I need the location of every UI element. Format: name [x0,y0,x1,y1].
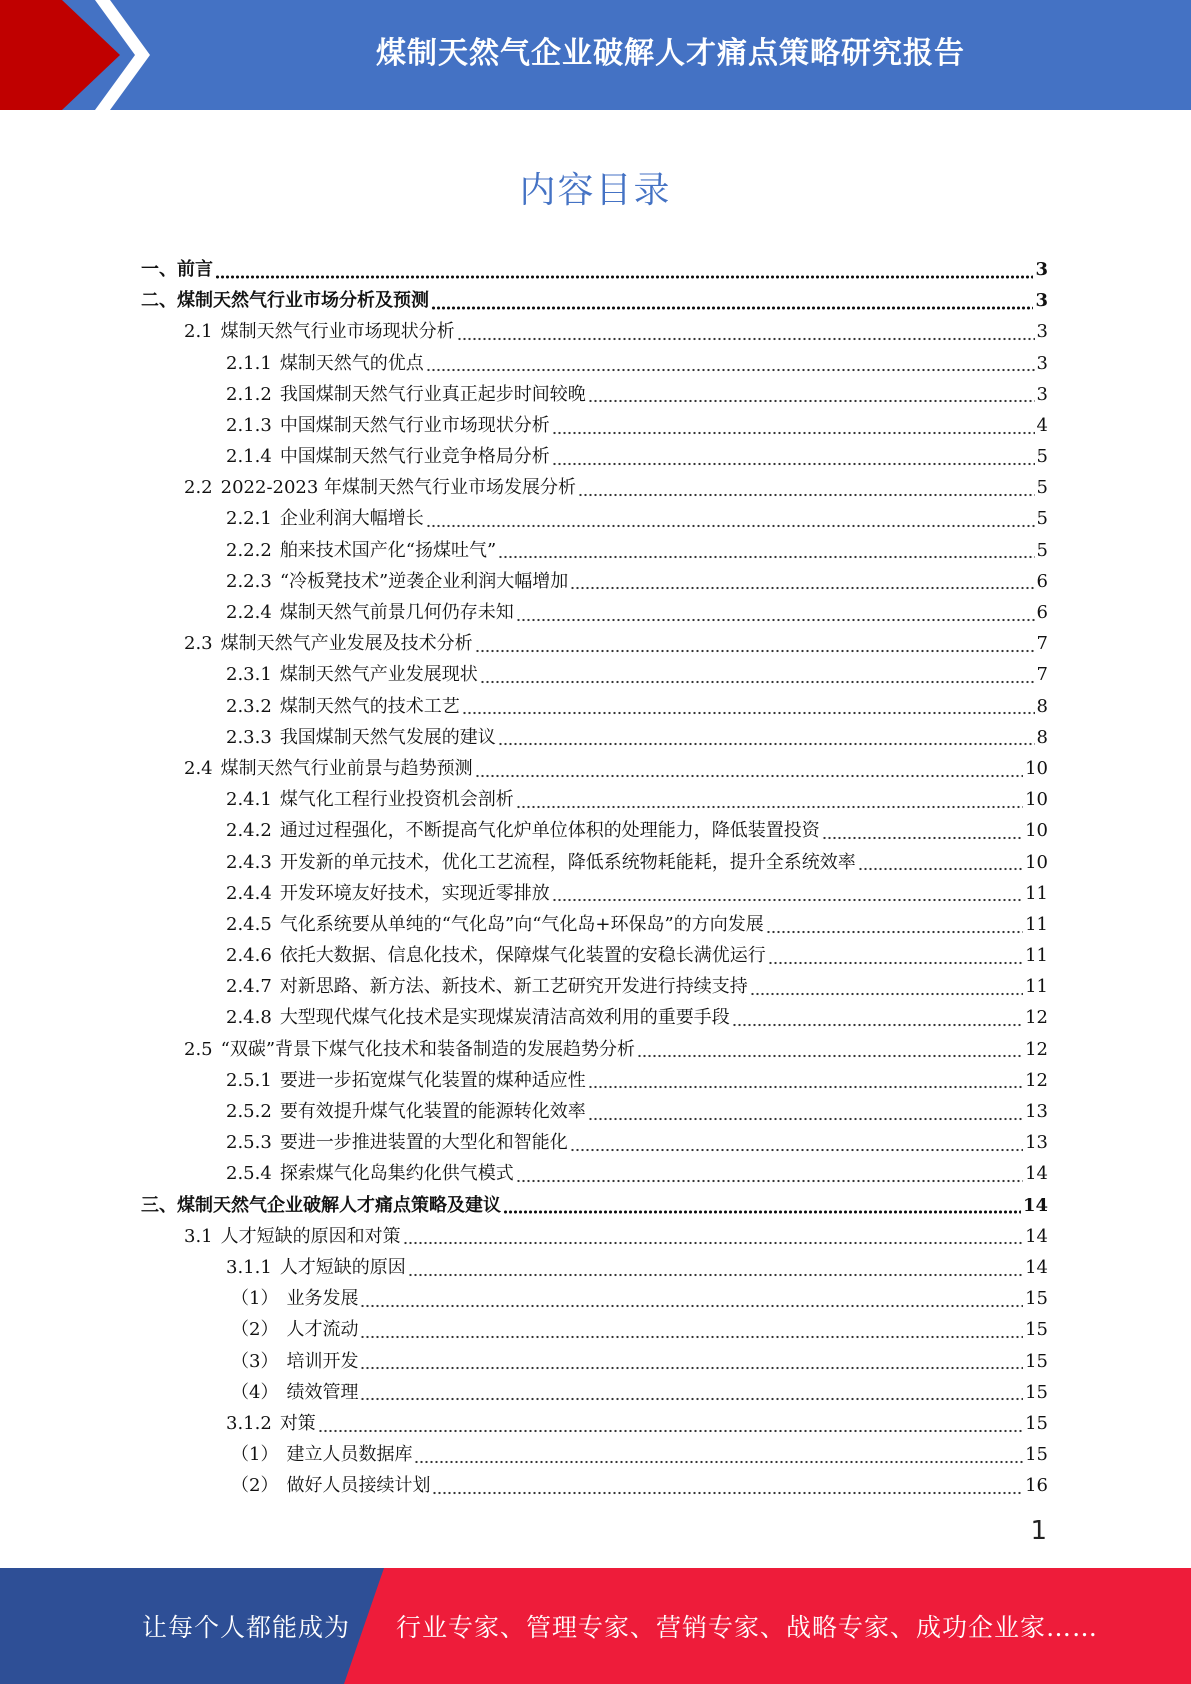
toc-entry-number: 2.2.3 [226,570,272,592]
toc-entry-number: （1） [231,1288,279,1310]
toc-dot-leader [768,960,1023,966]
toc-entry-page: 15 [1025,1350,1048,1372]
toc-entry-number: 3.1.2 [226,1412,272,1434]
toc-entry[interactable] [141,971,1048,1002]
toc-entry-page: 8 [1036,726,1048,748]
toc-dot-leader [475,773,1023,779]
toc-entry-number: 2.2.2 [226,539,272,561]
toc-entry-number: 2.3.3 [226,726,272,748]
toc-entry-title: 探索煤气化岛集约化供气模式 [279,1163,514,1185]
toc-entry-number: 一、 [141,258,177,280]
toc-entry[interactable] [141,472,1048,503]
toc-entry-page: 11 [1025,882,1048,904]
toc-title: 内容目录 [519,170,672,211]
toc-entry[interactable] [141,1408,1048,1439]
toc-entry-number: （2） [231,1319,279,1341]
toc-entry-title: 煤制天然气企业破解人才痛点策略及建议 [177,1194,501,1216]
toc-dot-leader [360,1334,1023,1340]
toc-entry-page: 11 [1025,945,1048,967]
toc-entry[interactable] [141,1034,1048,1065]
toc-dot-leader [498,741,1035,747]
toc-entry[interactable] [141,379,1048,410]
toc-entry[interactable] [141,722,1048,753]
toc-entry-title: 煤制天然气产业发展现状 [279,664,478,686]
toc-entry[interactable] [141,1065,1048,1096]
toc-entry-title: 要有效提升煤气化装置的能源转化效率 [279,1101,586,1123]
toc-entry[interactable] [141,753,1048,784]
toc-dot-leader [750,991,1023,997]
toc-entry-number: 2.4.3 [226,851,272,873]
toc-entry-title: 煤制天然气前景几何仍存未知 [279,602,514,624]
toc-entry-number: 2.4.7 [226,976,272,998]
toc-entry[interactable] [141,784,1048,815]
toc-entry-page: 15 [1025,1319,1048,1341]
toc-entry[interactable] [141,254,1048,285]
toc-entry-page: 3 [1035,258,1048,280]
toc-dot-leader [588,1116,1023,1122]
toc-entry-title: “冷板凳技术”逆袭企业利润大幅增加 [279,570,569,592]
toc-dot-leader [462,710,1035,716]
toc-entry-number: 2.4.2 [226,820,272,842]
toc-entry-page: 7 [1036,633,1048,655]
toc-entry[interactable] [141,815,1048,846]
toc-entry-number: 2.1.3 [226,414,272,436]
toc-entry-title: 企业利润大幅增长 [279,508,424,530]
toc-entry-title: 中国煤制天然气行业市场现状分析 [279,414,550,436]
toc-entry-number: 2.2.1 [226,508,272,530]
toc-entry-title: 培训开发 [286,1350,359,1372]
toc-entry-title: 对新思路、新方法、新技术、新工艺研究开发进行持续支持 [279,976,748,998]
toc-entry[interactable] [141,847,1048,878]
toc-entry[interactable] [141,410,1048,441]
toc-entry[interactable] [141,940,1048,971]
toc-dot-leader [503,1209,1021,1215]
toc-entry[interactable] [141,1283,1048,1314]
toc-dot-leader [414,1459,1023,1465]
toc-entry-number: 2.5 [184,1038,213,1060]
toc-entry[interactable] [141,1003,1048,1034]
toc-entry-page: 5 [1036,477,1048,499]
toc-entry-page: 12 [1025,1069,1048,1091]
toc-dot-leader [426,523,1035,529]
toc-entry-page: 15 [1025,1381,1048,1403]
toc-dot-leader [475,648,1035,654]
toc-dot-leader [822,835,1023,841]
toc-dot-leader [552,461,1035,467]
toc-entry-title: 煤气化工程行业投资机会剖析 [279,789,514,811]
toc-dot-leader [516,1178,1023,1184]
toc-dot-leader [578,492,1034,498]
toc-entry-page: 10 [1025,757,1048,779]
toc-entry-number: 2.4.6 [226,945,272,967]
toc-entry[interactable] [141,691,1048,722]
toc-dot-leader [570,585,1034,591]
toc-dot-leader [766,929,1023,935]
toc-entry-page: 14 [1022,1194,1048,1216]
toc-entry-page: 10 [1025,820,1048,842]
toc-dot-leader [360,1396,1023,1402]
toc-dot-leader [516,804,1023,810]
toc-dot-leader [552,430,1035,436]
toc-entry-number: 2.3.1 [226,664,272,686]
toc-dot-leader [318,1428,1023,1434]
toc-entry-number: 3.1.1 [226,1256,272,1278]
toc-entry-number: （4） [231,1381,279,1403]
toc-entry-page: 12 [1025,1007,1048,1029]
toc-dot-leader [516,617,1035,623]
toc-entry[interactable] [141,1221,1048,1252]
toc-entry-page: 14 [1025,1225,1048,1247]
toc-entry-title: 通过过程强化，不断提高气化炉单位体积的处理能力，降低装置投资 [279,820,820,842]
toc-entry-title: 2022-2023 年煤制天然气行业市场发展分析 [220,477,577,499]
toc-dot-leader [408,1272,1023,1278]
toc-entry-title: 对策 [279,1412,316,1434]
toc-entry-page: 14 [1025,1163,1048,1185]
toc-entry-number: 3.1 [184,1225,213,1247]
toc-entry-title: 大型现代煤气化技术是实现煤炭清洁高效利用的重要手段 [279,1007,730,1029]
toc-dot-leader [570,1147,1023,1153]
toc-entry[interactable] [141,597,1048,628]
toc-entry-title: “双碳”背景下煤气化技术和装备制造的发展趋势分析 [220,1038,636,1060]
toc-entry[interactable] [141,659,1048,690]
toc-entry[interactable] [141,441,1048,472]
toc-entry-number: 三、 [141,1194,177,1216]
toc-entry-title: 建立人员数据库 [286,1444,413,1466]
toc-entry[interactable] [141,1346,1048,1377]
toc-entry-title: 煤制天然气行业市场现状分析 [220,321,455,343]
toc-entry-title: 人才流动 [286,1319,359,1341]
toc-entry-title: 煤制天然气的优点 [279,352,424,374]
toc-entry-number: 2.2.4 [226,602,272,624]
toc-entry-number: 2.4.8 [226,1007,272,1029]
toc-entry-page: 3 [1036,383,1048,405]
toc-dot-leader [858,866,1023,872]
toc-entry[interactable] [141,535,1048,566]
toc-entry-title: 我国煤制天然气行业真正起步时间较晚 [279,383,586,405]
toc-entry[interactable] [141,628,1048,659]
toc-entry-page: 5 [1036,446,1048,468]
toc-entry-number: （2） [231,1475,279,1497]
toc-entry-number: 2.4.5 [226,913,272,935]
footer-slogan-left: 让每个人都能成为 [142,1613,351,1642]
toc-entry-title: 舶来技术国产化“扬煤吐气” [279,539,497,561]
toc-entry[interactable] [141,909,1048,940]
toc-entry[interactable] [141,1470,1048,1501]
toc-entry-page: 6 [1036,602,1048,624]
toc-entry-title: 绩效管理 [286,1381,359,1403]
toc-dot-leader [457,336,1035,342]
toc-dot-leader [637,1053,1023,1059]
toc-entry-title: 煤制天然气产业发展及技术分析 [220,633,473,655]
toc-entry-page: 7 [1036,664,1048,686]
toc-entry-page: 3 [1036,352,1048,374]
toc-entry[interactable] [141,1314,1048,1345]
toc-entry-number: 2.1 [184,321,213,343]
toc-entry-page: 16 [1025,1475,1048,1497]
toc-entry-page: 13 [1025,1132,1048,1154]
toc-entry-title: 前言 [177,258,213,280]
toc-entry-title: 人才短缺的原因 [279,1256,406,1278]
toc-entry-number: 2.5.3 [226,1132,272,1154]
toc-entry-page: 3 [1035,290,1048,312]
toc-entry-number: 2.5.4 [226,1163,272,1185]
toc-entry[interactable] [141,285,1048,316]
toc-entry-number: （1） [231,1444,279,1466]
toc-entry[interactable] [141,504,1048,535]
toc-entry-number: 2.3 [184,633,213,655]
toc-entry-title: 业务发展 [286,1288,359,1310]
toc-entry-number: 2.4 [184,757,213,779]
toc-entry-title: 煤制天然气行业前景与趋势预测 [220,757,473,779]
toc-entry-title: 人才短缺的原因和对策 [220,1225,401,1247]
toc-entry[interactable] [141,878,1048,909]
toc-entry-title: 依托大数据、信息化技术，保障煤气化装置的安稳长满优运行 [279,945,766,967]
toc-dot-leader [432,1490,1023,1496]
toc-entry-page: 11 [1025,913,1048,935]
toc-entry-page: 14 [1025,1256,1048,1278]
toc-entry-page: 12 [1025,1038,1048,1060]
toc-entry-page: 4 [1036,414,1048,436]
toc-entry-page: 10 [1025,851,1048,873]
footer-slogan-right: 行业专家、管理专家、营销专家、战略专家、成功企业家…… [396,1613,1099,1642]
toc-entry-title: 要进一步推进装置的大型化和智能化 [279,1132,568,1154]
toc-entry-page: 13 [1025,1101,1048,1123]
toc-dot-leader [552,897,1023,903]
toc-entry[interactable] [141,348,1048,379]
toc-entry-number: 2.1.2 [226,383,272,405]
toc-entry-number: 2.4.4 [226,882,272,904]
toc-dot-leader [403,1240,1023,1246]
header-banner [0,0,1191,110]
toc-dot-leader [215,274,1033,280]
toc-entry-title: 煤制天然气行业市场分析及预测 [177,290,429,312]
toc-entry-page: 8 [1036,695,1048,717]
toc-entry-page: 3 [1036,321,1048,343]
toc-dot-leader [360,1365,1023,1371]
toc-entry-title: 开发环境友好技术，实现近零排放 [279,882,550,904]
toc-entry-page: 15 [1025,1288,1048,1310]
toc-entry-page: 15 [1025,1412,1048,1434]
toc-entry-number: 2.2 [184,477,213,499]
toc-entry-title: 中国煤制天然气行业竞争格局分析 [279,446,550,468]
toc-entry-number: （3） [231,1350,279,1372]
toc-dot-leader [360,1303,1023,1309]
toc-entry-title: 开发新的单元技术，优化工艺流程，降低系统物耗能耗，提升全系统效率 [279,851,856,873]
toc-entry[interactable] [141,566,1048,597]
toc-entry[interactable] [141,316,1048,347]
toc-entry-page: 11 [1025,976,1048,998]
toc-dot-leader [431,305,1033,311]
toc-entry-number: 2.1.1 [226,352,272,374]
table-of-contents [141,254,1048,1502]
toc-entry[interactable] [141,1127,1048,1158]
toc-entry-title: 做好人员接续计划 [286,1475,431,1497]
toc-entry[interactable] [141,1439,1048,1470]
toc-dot-leader [498,554,1034,560]
toc-dot-leader [588,398,1035,404]
toc-dot-leader [480,679,1035,685]
toc-entry-number: 2.5.2 [226,1101,272,1123]
footer-banner [0,1568,1191,1684]
toc-entry-title: 气化系统要从单纯的“气化岛”向“气化岛+环保岛”的方向发展 [279,913,764,935]
toc-entry[interactable] [141,1158,1048,1189]
page-number: 1 [1030,1516,1047,1546]
toc-entry-page: 5 [1036,508,1048,530]
toc-dot-leader [588,1084,1023,1090]
toc-entry-title: 煤制天然气的技术工艺 [279,695,460,717]
toc-entry-page: 6 [1036,570,1048,592]
toc-dot-leader [732,1022,1023,1028]
toc-entry[interactable] [141,1096,1048,1127]
toc-entry-number: 2.1.4 [226,446,272,468]
toc-dot-leader [426,367,1035,373]
toc-entry-title: 我国煤制天然气发展的建议 [279,726,496,748]
toc-entry[interactable] [141,1190,1048,1221]
report-title: 煤制天然气企业破解人才痛点策略研究报告 [376,36,965,71]
toc-entry-number: 2.3.2 [226,695,272,717]
toc-entry-number: 二、 [141,290,177,312]
toc-entry-title: 要进一步拓宽煤气化装置的煤种适应性 [279,1069,586,1091]
toc-entry-page: 10 [1025,789,1048,811]
toc-entry[interactable] [141,1252,1048,1283]
toc-entry-number: 2.4.1 [226,789,272,811]
toc-entry-page: 15 [1025,1444,1048,1466]
toc-entry-number: 2.5.1 [226,1069,272,1091]
toc-entry[interactable] [141,1377,1048,1408]
toc-entry-page: 5 [1036,539,1048,561]
